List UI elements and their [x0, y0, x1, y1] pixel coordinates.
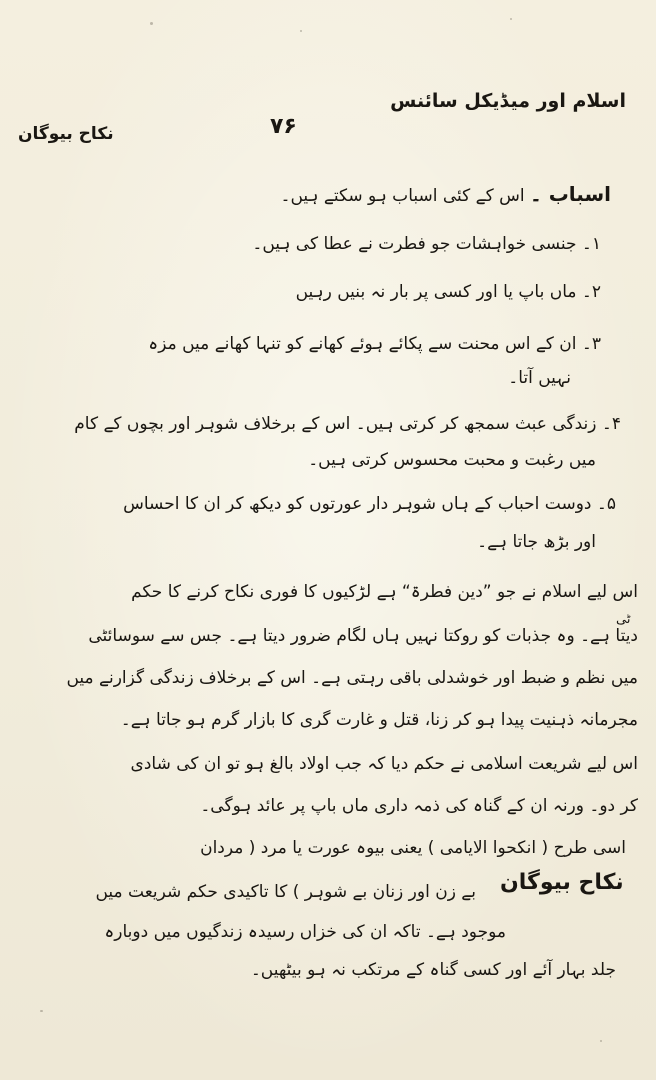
intro-line: [281, 180, 611, 210]
list-item: نہیں آتا۔: [508, 368, 571, 388]
list-item: ۱۔ جنسی خواہشات جو فطرت نے عطا کی ہیں۔: [252, 234, 601, 254]
paragraph-line: میں نظم و ضبط اور خوشدلی باقی رہتی ہے۔ اس کے برخلاف زندگی گزارنے میں: [66, 668, 638, 688]
paragraph-line: موجود ہے۔ تاکہ ان کی خزاں رسیدہ زندگیوں میں دوبارہ: [104, 922, 506, 942]
list-item: ۴۔ زندگی عبث سمجھ کر کرتی ہیں۔ اس کے برخلاف شوہر اور بچوں کے کام: [74, 414, 621, 434]
page-number: ۷۶: [270, 114, 297, 139]
paragraph-line: اسی طرح ( انکحوا الایامی ) یعنی بیوہ عورت یا مرد ( مردان: [200, 838, 626, 858]
scan-speck: [300, 30, 302, 32]
scan-speck: [510, 18, 512, 20]
paragraph-line: اس لیے اسلام نے جو ”دین فطرۃ“ ہے لڑکیوں کا فوری نکاح کرنے کا حکم: [131, 582, 638, 602]
paragraph-line: دیتا ہے۔ وہ جذبات کو روکتا نہیں ہاں لگام ضرور دیتا ہے۔ جس سے سوسائٹی: [88, 626, 638, 646]
list-item: میں رغبت و محبت محسوس کرتی ہیں۔: [308, 450, 596, 470]
book-title: اسلام اور میڈیکل سائنس: [390, 90, 626, 112]
scan-speck: [40, 1010, 43, 1012]
superscript-note: ٹی: [616, 612, 631, 627]
list-item: ۲۔ ماں باپ یا اور کسی پر بار نہ بنیں رہیں: [295, 282, 601, 302]
list-item: اور بڑھ جاتا ہے۔: [477, 532, 596, 552]
paragraph-line: کر دو۔ ورنہ ان کے گناہ کی ذمہ داری ماں باپ پر عائد ہوگی۔: [200, 796, 638, 816]
paragraph-line: مجرمانہ ذہنیت پیدا ہو کر زنا، قتل و غارت گری کا بازار گرم ہو جاتا ہے۔: [120, 710, 638, 730]
list-item: ۵۔ دوست احباب کے ہاں شوہر دار عورتوں کو دیکھ کر ان کا احساس: [123, 494, 616, 514]
intro-text: اس کے کئی اسباب ہو سکتے ہیں۔: [280, 186, 525, 206]
section-title: نکاح بیوگان: [18, 124, 114, 144]
list-item: ۳۔ ان کے اس محنت سے پکائے ہوئے کھانے کو تنہا کھانے میں مزہ: [148, 334, 601, 354]
paragraph-line: بے زن اور زنان بے شوہر ) کا تاکیدی حکم شریعت میں: [95, 882, 476, 902]
intro-heading: اسباب ۔: [530, 182, 611, 206]
margin-heading: نکاح بیوگان: [500, 870, 624, 895]
scan-speck: [150, 22, 153, 25]
paragraph-line: اس لیے شریعت اسلامی نے حکم دیا کہ جب اولاد بالغ ہو تو ان کی شادی: [130, 754, 638, 774]
paragraph-line: جلد بہار آئے اور کسی گناہ کے مرتکب نہ ہو بیٹھیں۔: [250, 960, 616, 980]
scan-speck: [600, 1040, 602, 1042]
